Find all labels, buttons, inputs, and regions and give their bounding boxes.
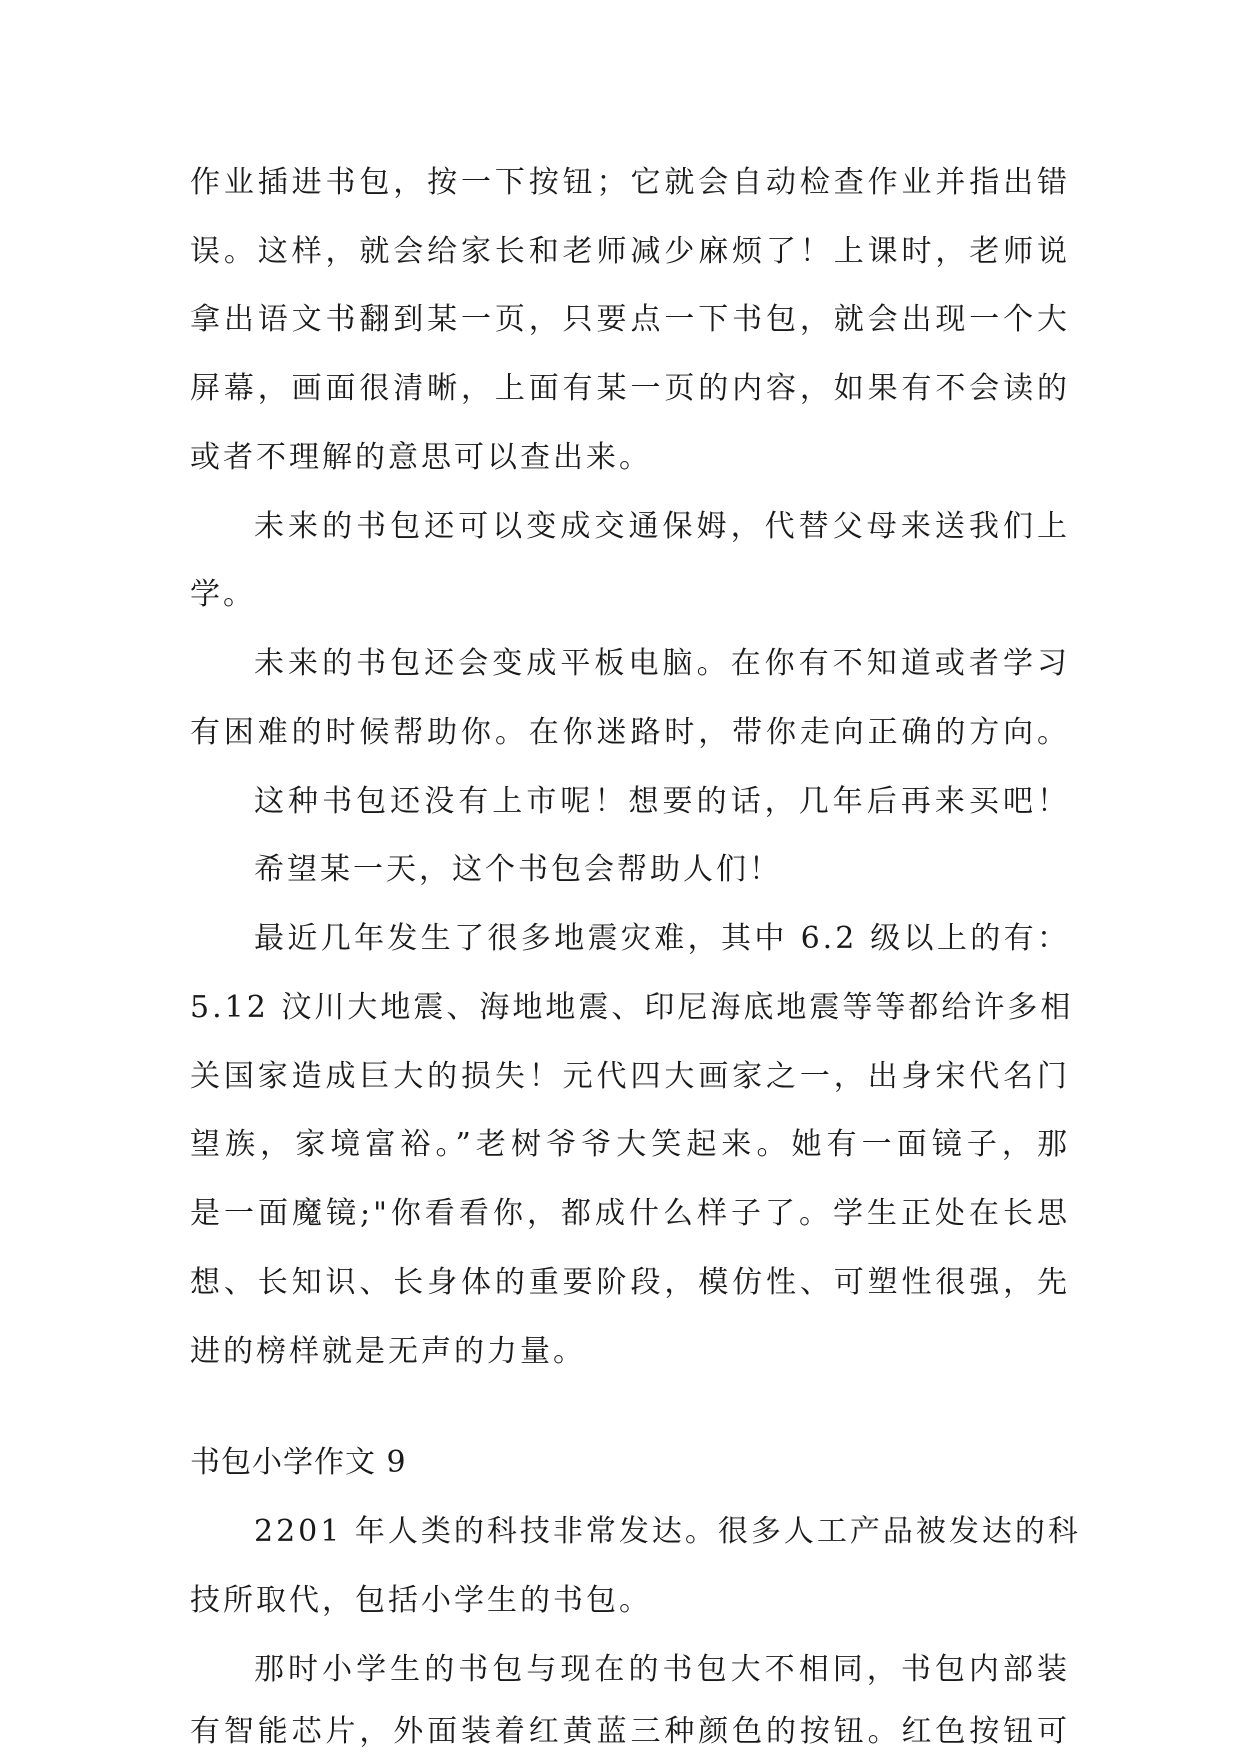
- paragraph-first-line: 未来的书包还可以变成交通保姆，代替父母来送我们上: [254, 509, 1070, 544]
- paragraph-first-line: 2201 年人类的科技非常发达。很多人工产品被发达的科: [254, 1514, 1081, 1549]
- text-line: 拿出语文书翻到某一页，只要点一下书包，就会出现一个大: [190, 302, 1070, 337]
- text-line: 想、长知识、长身体的重要阶段，模仿性、可塑性很强，先: [190, 1265, 1070, 1300]
- text-line: 进的榜样就是无声的力量。: [190, 1334, 586, 1369]
- text-line: 是一面魔镜;"你看看你，都成什么样子了。学生正处在长思: [190, 1196, 1070, 1231]
- text-line: 关国家造成巨大的损失！元代四大画家之一，出身宋代名门: [190, 1059, 1070, 1094]
- text-line: 5.12 汶川大地震、海地地震、印尼海底地震等等都给许多相: [190, 990, 1074, 1025]
- text-line: 屏幕，画面很清晰，上面有某一页的内容，如果有不会读的: [190, 371, 1070, 406]
- paragraph-first-line: 最近几年发生了很多地震灾难，其中 6.2 级以上的有：: [254, 921, 1070, 956]
- text-line: 学。: [190, 577, 256, 612]
- text-line: 误。这样，就会给家长和老师减少麻烦了！上课时，老师说: [190, 234, 1070, 269]
- paragraph-first-line: 未来的书包还会变成平板电脑。在你有不知道或者学习: [254, 646, 1070, 681]
- text-line: 有智能芯片，外面装着红黄蓝三种颜色的按钮。红色按钮可: [190, 1714, 1070, 1749]
- paragraph-first-line: 那时小学生的书包与现在的书包大不相同，书包内部装: [254, 1652, 1070, 1687]
- text-line: 望族，家境富裕。”老树爷爷大笑起来。她有一面镜子，那: [190, 1127, 1070, 1162]
- text-line: 技所取代，包括小学生的书包。: [190, 1583, 652, 1618]
- section-heading: 书包小学作文 9: [190, 1445, 407, 1480]
- text-line: 或者不理解的意思可以查出来。: [190, 440, 652, 475]
- text-line: 有困难的时候帮助你。在你迷路时，带你走向正确的方向。: [190, 715, 1070, 750]
- text-line: 作业插进书包，按一下按钮；它就会自动检查作业并指出错: [190, 165, 1070, 200]
- paragraph-first-line: 这种书包还没有上市呢！想要的话，几年后再来买吧！: [254, 784, 1070, 819]
- paragraph-first-line: 希望某一天，这个书包会帮助人们！: [254, 852, 782, 887]
